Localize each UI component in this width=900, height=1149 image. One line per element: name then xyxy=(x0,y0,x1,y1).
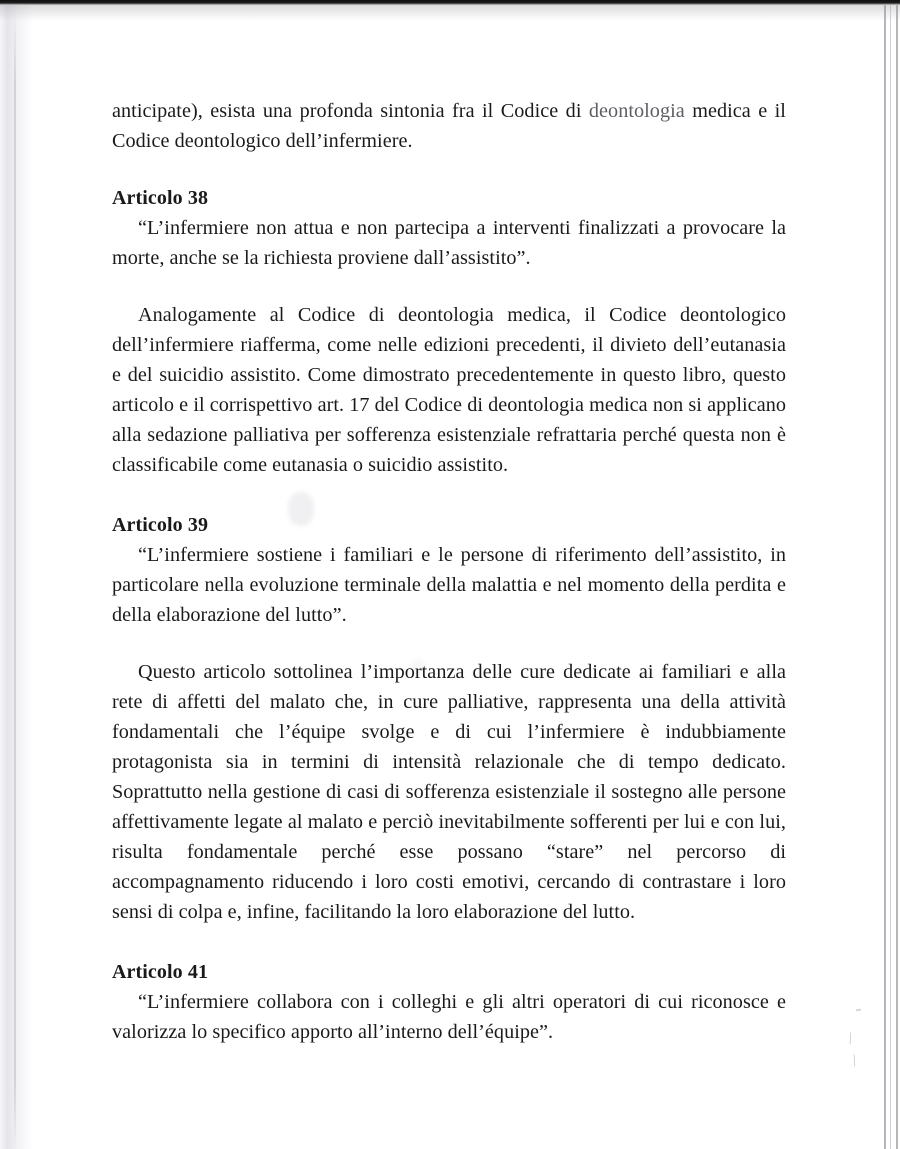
quote-articolo-38: “L’infermiere non attua e non partecipa a interventi finalizzati a provocare la morte, anche se la richiesta proviene dall’assistito”. xyxy=(112,217,786,269)
heading-articolo-41: Articolo 41 xyxy=(112,961,209,983)
paragraph-intro xyxy=(112,96,786,156)
block-spacer xyxy=(112,156,786,183)
margin-pencil-stroke-artifact-secondary: \ xyxy=(849,1050,860,1071)
scan-right-edge-line-inner xyxy=(884,4,886,1149)
scan-right-edge-line-middle xyxy=(890,4,891,1149)
paragraph-intro-text: anticipate), esista una profonda sintonia fra il Codice di deontologia medica e il Codice deontologico dell’infermiere. xyxy=(112,100,786,152)
margin-pencil-dot-artifact xyxy=(856,1009,861,1012)
heading-articolo-39: Articolo 39 xyxy=(112,514,209,536)
comment-articolo-39: Questo articolo sottolinea l’importanza delle cure dedicate ai familiari e alla rete di affetti del malato che, in cure palliative, rappresenta una della attività fondamentali che l’équipe svolge e di cui l’infermiere è indubbiamente protagonista sia in termini di intensità relazionale che di tempo dedicato. Soprattutto nella gestione di casi di sofferenza esistenziale il sostegno alle persone affettivamente legate al malato e perciò inevitabilmente sofferenti per lui e con lui, risulta fondamentale perché esse possano “stare” nel percorso di accompagnamento riducendo i loro costi emotivi, cercando di contrastare i loro sensi di colpa e, infine, facilitando la loro elaborazione del lutto. xyxy=(112,661,786,923)
block-spacer xyxy=(112,480,786,510)
scan-right-edge-line-outer xyxy=(896,4,898,1149)
block-spacer xyxy=(112,927,786,957)
block-spacer xyxy=(112,273,786,300)
scan-top-fade-artifact xyxy=(0,5,900,21)
margin-pencil-stroke-artifact: \ xyxy=(844,1028,857,1049)
scan-top-edge-artifact xyxy=(0,0,900,5)
heading-articolo-38: Articolo 38 xyxy=(112,187,209,209)
scan-left-edge-line xyxy=(14,16,16,1149)
quote-articolo-39: “L’infermiere sostiene i familiari e le persone di riferimento dell’assistito, in particolare nella evoluzione terminale della malattia e nel momento della perdita e della elaborazione del lutto”. xyxy=(112,544,786,626)
comment-articolo-38: Analogamente al Codice di deontologia medica, il Codice deontologico dell’infermiere riafferma, come nelle edizioni precedenti, il divieto dell’eutanasia e del suicidio assistito. Come dimostrato precedentemente in questo libro, questo articolo e il corrispettivo art. 17 del Codice di deontologia medica non si applicano alla sedazione palliativa per sofferenza esistenziale refrattaria perché questa non è classificabile come eutanasia o suicidio assistito. xyxy=(112,304,786,476)
faded-scan-text: deontologia xyxy=(588,100,685,122)
scan-left-binding-shadow xyxy=(0,4,34,1149)
page-text-column xyxy=(112,96,786,1047)
block-spacer xyxy=(112,630,786,657)
quote-articolo-41: “L’infermiere collabora con i colleghi e gli altri operatori di cui riconosce e valorizza lo specifico apporto all’interno dell’équipe”. xyxy=(112,991,786,1043)
